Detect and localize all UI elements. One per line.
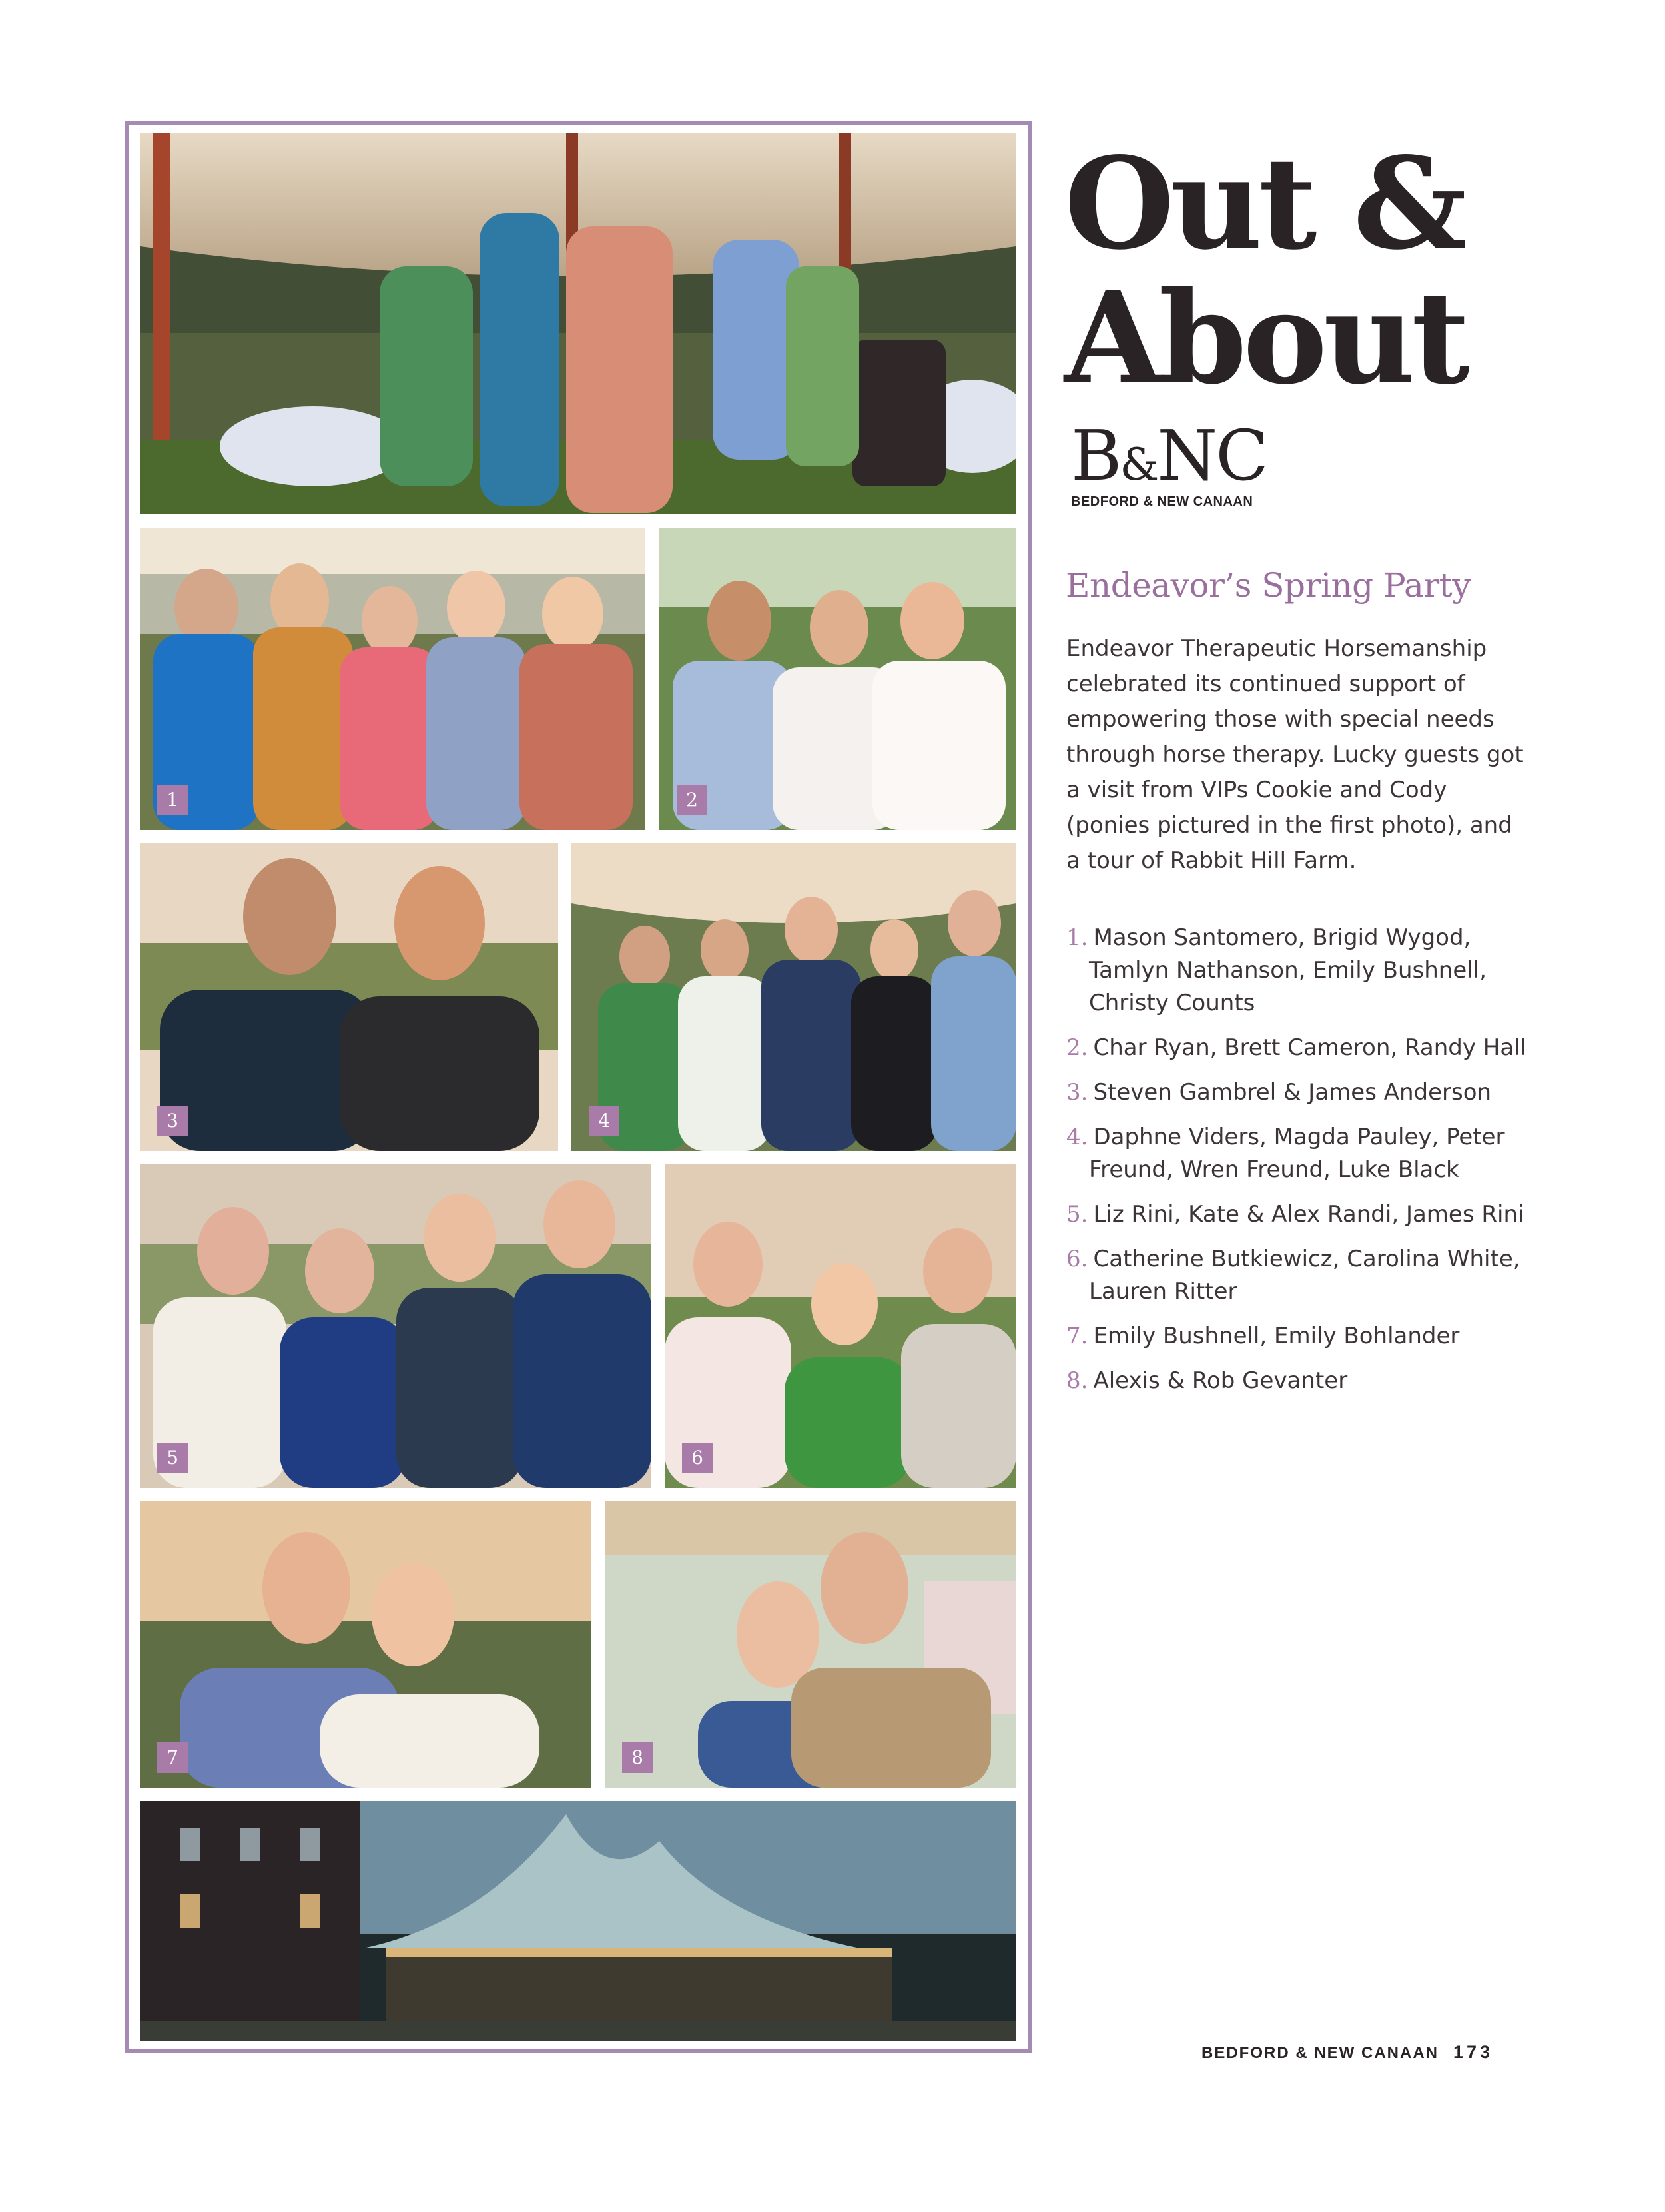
photo-number-badge: 5: [157, 1443, 188, 1473]
photo-6: [665, 1164, 1016, 1488]
caption-names: Liz Rini, Kate & Alex Randi, James Rini: [1093, 1201, 1524, 1228]
photo-1: [140, 528, 645, 830]
caption-number: 8.: [1066, 1367, 1088, 1394]
caption-item: [1066, 1365, 1546, 1397]
caption-names: Steven Gambrel & James Anderson: [1093, 1079, 1492, 1106]
photo-tent-dusk: [140, 1801, 1016, 2041]
photo-number-badge: 6: [682, 1443, 713, 1473]
photo-4: [571, 843, 1016, 1151]
photo-captions: [1066, 922, 1546, 1409]
title-line-2: About: [1064, 264, 1466, 412]
caption-item: [1066, 1076, 1546, 1109]
photo-number-badge: 2: [677, 785, 707, 815]
event-title: Endeavor’s Spring Party: [1066, 566, 1471, 605]
publication-logo: [1071, 415, 1267, 509]
caption-names: Alexis & Rob Gevanter: [1093, 1367, 1348, 1394]
caption-item: [1066, 1121, 1546, 1186]
photo-number-badge: 4: [589, 1106, 619, 1136]
photo-number-badge: 7: [157, 1742, 188, 1773]
caption-item: [1066, 922, 1546, 1020]
caption-number: 5.: [1066, 1201, 1088, 1228]
caption-item: [1066, 1032, 1546, 1064]
logo-subtitle: BEDFORD & NEW CANAAN: [1071, 494, 1253, 509]
caption-number: 1.: [1066, 924, 1088, 951]
photo-7: [140, 1501, 591, 1788]
photo-ponies-tent: [140, 133, 1016, 514]
caption-names: Mason Santomero, Brigid Wygod, Tamlyn Nathanson, Emily Bushnell, Christy Counts: [1089, 924, 1487, 1016]
caption-names: Daphne Viders, Magda Pauley, Peter Freund, Wren Freund, Luke Black: [1089, 1124, 1505, 1183]
photo-2: [659, 528, 1016, 830]
caption-names: Catherine Butkiewicz, Carolina White, Lauren Ritter: [1089, 1246, 1520, 1305]
page-footer: [1201, 2042, 1493, 2063]
footer-publication: BEDFORD & NEW CANAAN: [1201, 2044, 1439, 2062]
photo-5: [140, 1164, 651, 1488]
page-number: 173: [1453, 2042, 1494, 2062]
caption-item: [1066, 1243, 1546, 1308]
caption-names: Emily Bushnell, Emily Bohlander: [1093, 1323, 1460, 1349]
caption-number: 3.: [1066, 1079, 1088, 1106]
caption-number: 4.: [1066, 1124, 1088, 1150]
caption-item: [1066, 1198, 1546, 1231]
caption-item: [1066, 1320, 1546, 1353]
title-line-1: Out &: [1064, 129, 1464, 278]
photo-number-badge: 1: [157, 785, 188, 815]
logo-amp: &: [1120, 439, 1158, 490]
logo-mark: [1071, 415, 1267, 500]
event-description: Endeavor Therapeutic Horsemanship celebrated its continued support of empowering those with special needs through horse therapy. Lucky guests got a visit from VIPs Cookie and Cody (ponies pictured in the first photo), and a tour of Rabbit Hill Farm.: [1066, 635, 1524, 874]
photo-8: [605, 1501, 1016, 1788]
caption-number: 6.: [1066, 1246, 1088, 1272]
photo-number-badge: 3: [157, 1106, 188, 1136]
caption-number: 7.: [1066, 1323, 1088, 1349]
logo-nc: NC: [1157, 415, 1267, 496]
caption-number: 2.: [1066, 1034, 1088, 1061]
photo-number-badge: 8: [622, 1742, 653, 1773]
page-title: [1064, 129, 1466, 412]
caption-names: Char Ryan, Brett Cameron, Randy Hall: [1093, 1034, 1527, 1061]
logo-b: B: [1071, 415, 1120, 496]
photo-3: [140, 843, 558, 1151]
